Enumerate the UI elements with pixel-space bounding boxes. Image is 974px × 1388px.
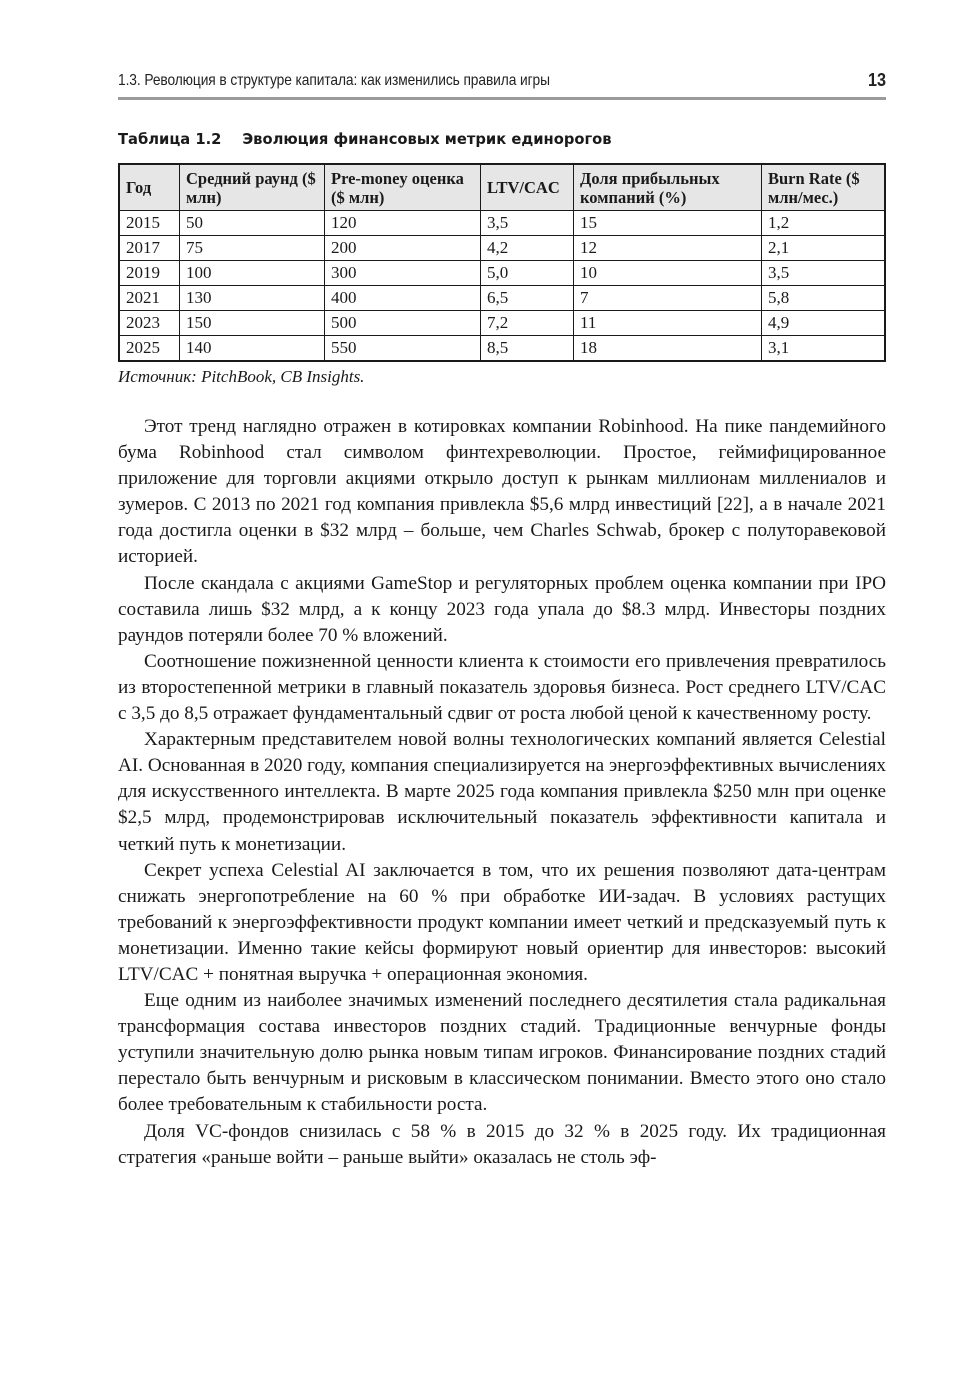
header-premoney: Pre-money оценка ($ млн)	[325, 164, 481, 211]
paragraph: Доля VC-фондов снизилась с 58 % в 2015 до 32 % в 2025 году. Их традиционная стратегия «раньше войти – раньше выйти» оказалась не столь эф-	[118, 1120, 886, 1168]
body-text	[118, 414, 886, 1171]
cell-avg-round: 140	[180, 336, 325, 362]
cell-burn-rate: 3,1	[762, 336, 886, 362]
cell-burn-rate: 2,1	[762, 236, 886, 261]
cell-ltv-cac: 8,5	[481, 336, 574, 362]
cell-profitable-share: 10	[574, 261, 762, 286]
cell-ltv-cac: 4,2	[481, 236, 574, 261]
cell-year: 2015	[119, 211, 180, 236]
cell-profitable-share: 12	[574, 236, 762, 261]
table-row	[119, 211, 885, 236]
table-caption-title: Эволюция финансовых метрик единорогов	[242, 130, 612, 148]
table-row	[119, 261, 885, 286]
paragraph: Этот тренд наглядно отражен в котировках компании Robinhood. На пике пандемийного бума Robinhood стал символом финтехреволюции. Простое, геймифицированное приложение для торговли акциями открыло доступ к рынкам миллионам миллениалов и зумеров. С 2013 по 2021 год компания привлекла $5,6 млрд инвестиций [22], а в начале 2021 года достигла оценки в $32 млрд – больше, чем Charles Schwab, брокер с полуторавековой историей.	[118, 416, 886, 568]
cell-profitable-share: 18	[574, 336, 762, 362]
paragraph: Характерным представителем новой волны технологических компаний является Celestial AI. Основанная в 2020 году, компания специализируется на энергоэффективных вычислениях для искусственного интеллекта. В марте 2025 года компания привлекла $250 млн при оценке $2,5 млрд, продемонстрировав исключительный показатель эффективности капитала и четкий путь к монетизации.	[118, 729, 886, 855]
cell-profitable-share: 7	[574, 286, 762, 311]
header-rule	[118, 97, 886, 100]
table-row	[119, 286, 885, 311]
header-ltv-cac: LTV/CAC	[481, 164, 574, 211]
cell-year: 2019	[119, 261, 180, 286]
cell-avg-round: 75	[180, 236, 325, 261]
cell-profitable-share: 15	[574, 211, 762, 236]
cell-year: 2017	[119, 236, 180, 261]
cell-avg-round: 150	[180, 311, 325, 336]
cell-avg-round: 100	[180, 261, 325, 286]
cell-burn-rate: 1,2	[762, 211, 886, 236]
paragraph: Еще одним из наиболее значимых изменений последнего десятилетия стала радикальная трансформация состава инвесторов поздних стадий. Традиционные венчурные фонды уступили значительную долю рынка новым типам игроков. Финансирование поздних стадий перестало быть венчурным и рисковым в классическом понимании. Вместо этого оно стало более требовательным к стабильности роста.	[118, 990, 886, 1116]
cell-burn-rate: 4,9	[762, 311, 886, 336]
cell-burn-rate: 3,5	[762, 261, 886, 286]
cell-year: 2021	[119, 286, 180, 311]
cell-premoney: 400	[325, 286, 481, 311]
cell-ltv-cac: 7,2	[481, 311, 574, 336]
paragraph: Секрет успеха Celestial AI заключается в том, что их решения позволяют дата-центрам снижать энергопотребление на 60 % при обработке ИИ-задач. В условиях растущих требований к энергоэффективности продукт компании имеет четкий и предсказуемый путь к монетизации. Именно такие кейсы формируют новый ориентир для инвесторов: высокий LTV/CAC + понятная выручка + операционная экономия.	[118, 859, 886, 985]
cell-premoney: 200	[325, 236, 481, 261]
header-year: Год	[119, 164, 180, 211]
cell-premoney: 500	[325, 311, 481, 336]
table-caption	[118, 130, 612, 148]
cell-year: 2023	[119, 311, 180, 336]
running-head-title: 1.3. Революция в структуре капитала: как изменились правила игры	[118, 72, 550, 89]
cell-burn-rate: 5,8	[762, 286, 886, 311]
table-row	[119, 311, 885, 336]
cell-profitable-share: 11	[574, 311, 762, 336]
cell-ltv-cac: 5,0	[481, 261, 574, 286]
cell-ltv-cac: 6,5	[481, 286, 574, 311]
header-burn-rate: Burn Rate ($ млн/мес.)	[762, 164, 886, 211]
running-head	[118, 70, 886, 94]
table-row	[119, 236, 885, 261]
paragraph: После скандала с акциями GameStop и регуляторных проблем оценка компании при IPO составила лишь $32 млрд, а к концу 2023 года упала до $8.3 млрд. Инвесторы поздних раундов потеряли более 70 % вложений.	[118, 572, 886, 646]
table-source-note: Источник: PitchBook, CB Insights.	[118, 367, 365, 386]
cell-avg-round: 50	[180, 211, 325, 236]
page-number: 13	[867, 70, 886, 90]
metrics-table	[118, 163, 886, 362]
cell-avg-round: 130	[180, 286, 325, 311]
cell-premoney: 550	[325, 336, 481, 362]
table-caption-number: Таблица 1.2	[118, 130, 222, 148]
table-header-row	[119, 164, 885, 211]
cell-premoney: 120	[325, 211, 481, 236]
cell-ltv-cac: 3,5	[481, 211, 574, 236]
header-profitable-share: Доля прибыльных компаний (%)	[574, 164, 762, 211]
cell-year: 2025	[119, 336, 180, 362]
header-avg-round: Средний раунд ($ млн)	[180, 164, 325, 211]
cell-premoney: 300	[325, 261, 481, 286]
table-row	[119, 336, 885, 362]
paragraph: Соотношение пожизненной ценности клиента к стоимости его привлечения превратилось из второстепенной метрики в главный показатель здоровья бизнеса. Рост среднего LTV/CAC с 3,5 до 8,5 отражает фундаментальный сдвиг от роста любой ценой к качественному росту.	[118, 650, 886, 725]
